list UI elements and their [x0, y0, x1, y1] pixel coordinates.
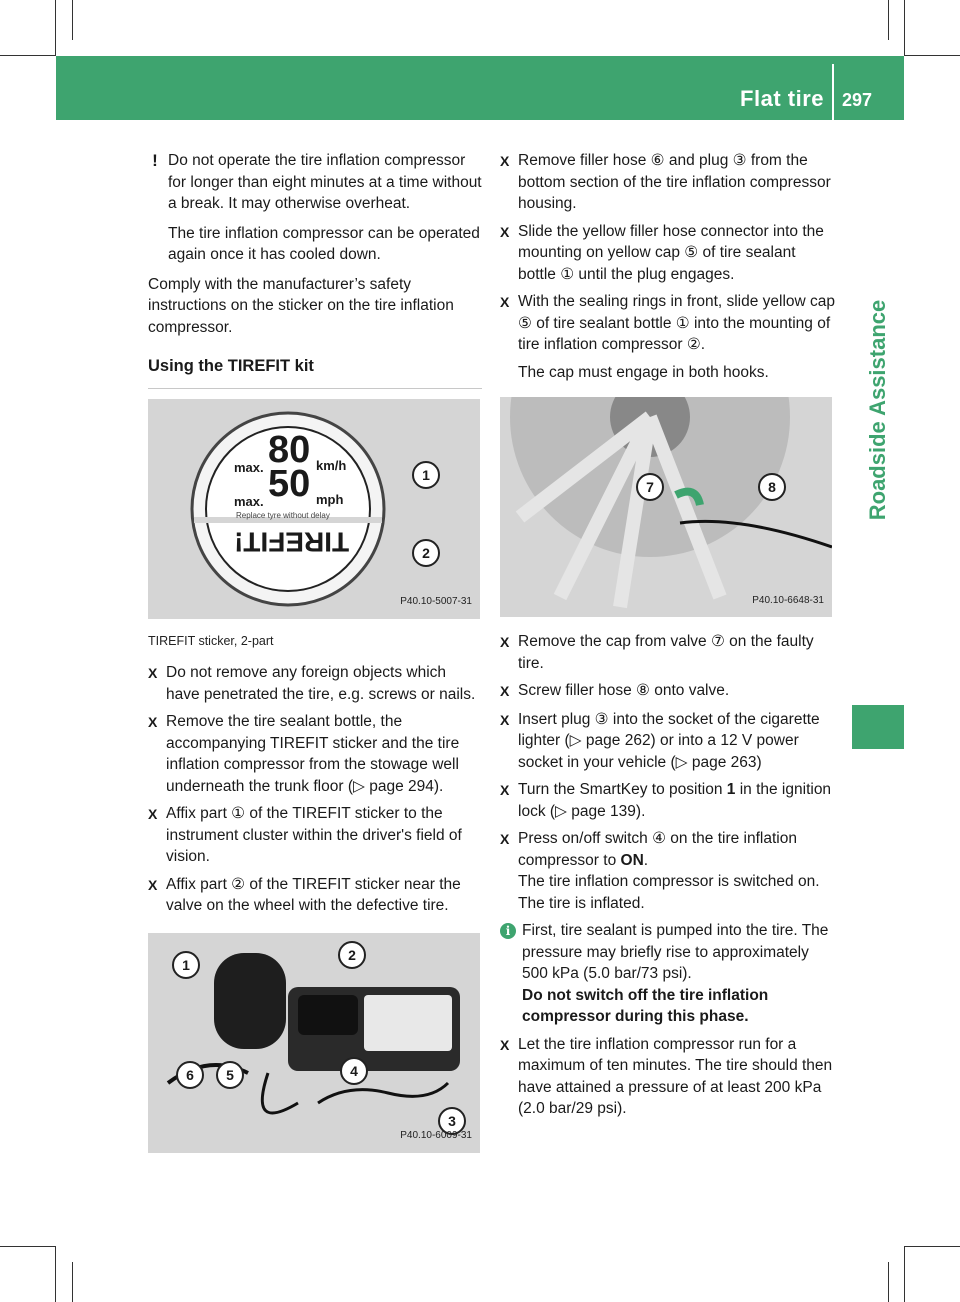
- step-marker-icon: X: [500, 223, 510, 240]
- crop-mark: [904, 0, 905, 56]
- step-text: [518, 779, 836, 822]
- step-item: [500, 1034, 836, 1120]
- sticker-unit-kmh: km/h: [316, 457, 347, 473]
- step-item: [148, 803, 482, 868]
- warning-note: [148, 150, 482, 274]
- crop-mark: [888, 0, 889, 40]
- step-text: Slide the yellow filler hose connector into the mounting on yellow cap ⑤ of tire sealant bottle ① until the plug engages.: [518, 222, 824, 283]
- step-text: Remove the tire sealant bottle, the accompanying TIREFIT sticker and the tire inflation compressor from the stowage well underneath the trunk floor (▷ page 294).: [166, 713, 460, 795]
- step-marker-icon: X: [500, 782, 510, 798]
- figure-tirefit-kit: [148, 933, 480, 1153]
- info-text: [522, 920, 836, 1028]
- figure-code: P40.10-6009-31: [400, 1130, 472, 1141]
- step-text: Do not remove any foreign objects which have penetrated the tire, e.g. screws or nails.: [166, 664, 476, 703]
- section-tab-label: Roadside Assistance: [865, 299, 890, 521]
- callout-8: 8: [758, 473, 786, 501]
- step-text: Let the tire inflation compressor run for a maximum of ten minutes. The tire should then have attained a pressure of at least 200 kPa (2.0 bar/29 psi).: [518, 1035, 833, 1117]
- figure-tirefit-sticker: [148, 399, 480, 619]
- step-text: With the sealing rings in front, slide yellow cap ⑤ of tire sealant bottle ① into the mounting of tire inflation compressor ②.: [518, 293, 836, 353]
- crop-mark: [888, 1262, 889, 1302]
- crop-mark: [904, 1246, 905, 1302]
- sticker-replace-text: Replace tyre without delay: [236, 510, 330, 520]
- sticker-max-2: max.: [234, 493, 264, 509]
- section-marker-block: [852, 705, 904, 749]
- callout-5: 5: [216, 1061, 244, 1089]
- figure-caption: TIREFIT sticker, 2-part: [148, 633, 274, 648]
- step-text-part: .: [643, 851, 649, 869]
- right-column: [500, 150, 836, 1126]
- warning-text-2: The tire inflation compressor can be operated again once it has cooled down.: [168, 224, 480, 263]
- step-item: [500, 828, 836, 914]
- step-item: [500, 709, 836, 774]
- crop-mark: [55, 0, 56, 56]
- step-marker-icon: X: [500, 634, 510, 650]
- valve-illustration: [500, 397, 832, 617]
- step-text: Insert plug ③ into the socket of the cigarette lighter (▷ page 262) or into a 12 V power socket in your vehicle (▷ page 263): [518, 710, 820, 771]
- step-marker-icon: X: [500, 711, 510, 728]
- step-item: [500, 680, 836, 703]
- warning-icon: !: [152, 151, 158, 170]
- page-title: Flat tire: [740, 86, 824, 111]
- crop-mark: [72, 1262, 73, 1302]
- callout-1: 1: [172, 951, 200, 979]
- page-number: 297: [842, 90, 873, 110]
- crop-mark: [55, 1246, 56, 1302]
- step-item: [500, 631, 836, 674]
- step-marker-icon: X: [500, 683, 510, 699]
- crop-mark: [0, 55, 56, 56]
- step-text: Screw filler hose ⑧ onto valve.: [518, 682, 730, 699]
- info-text-part: First, tire sealant is pumped into the tire. The pressure may briefly rise to approximately 500 kPa (5.0 bar/73 psi).: [522, 922, 829, 982]
- header-separator: [832, 64, 834, 120]
- figure-code: P40.10-5007-31: [400, 596, 472, 607]
- step-item: [148, 711, 482, 797]
- callout-2: 2: [338, 941, 366, 969]
- step-note: The cap must engage in both hooks.: [518, 363, 769, 381]
- crop-mark: [904, 1246, 960, 1247]
- step-marker-icon: X: [148, 714, 158, 730]
- step-text-bold: 1: [726, 781, 736, 798]
- step-text-part: in the ignition lock (▷ page 139).: [518, 781, 832, 820]
- crop-mark: [0, 1246, 56, 1247]
- body-paragraph: Comply with the manufacturer’s safety instructions on the sticker on the tire inflation compressor.: [148, 275, 454, 336]
- sticker-unit-mph: mph: [316, 491, 344, 507]
- step-item: [500, 779, 836, 822]
- step-text: Remove filler hose ⑥ and plug ③ from the bottom section of the tire inflation compressor housing.: [518, 152, 831, 212]
- step-marker-icon: X: [148, 806, 158, 822]
- step-item: [148, 874, 482, 917]
- step-item: [500, 221, 836, 286]
- info-text-bold: Do not switch off the tire inflation compressor during this phase.: [522, 986, 769, 1025]
- step-text: Affix part ① of the TIREFIT sticker to the instrument cluster within the driver's field of vision.: [166, 805, 462, 865]
- sticker-max-1: max.: [234, 459, 264, 475]
- step-text-part: Press on/off switch ④ on the tire inflation compressor to: [518, 830, 797, 869]
- callout-2: 2: [412, 539, 440, 567]
- step-marker-icon: X: [500, 153, 510, 169]
- info-icon: i: [500, 923, 516, 939]
- callout-7: 7: [636, 473, 664, 501]
- figure-code: P40.10-6648-31: [752, 594, 824, 606]
- section-heading: Using the TIREFIT kit: [148, 356, 482, 389]
- info-note: [500, 920, 836, 1028]
- step-marker-icon: X: [500, 294, 510, 310]
- step-text-bold: ON: [620, 851, 644, 869]
- step-text: Affix part ② of the TIREFIT sticker near the valve on the wheel with the defective tire.: [166, 875, 461, 914]
- callout-4: 4: [340, 1057, 368, 1085]
- crop-mark: [72, 0, 73, 40]
- sticker-brand: TIREFIT!: [234, 526, 350, 557]
- callout-3: 3: [438, 1107, 466, 1135]
- warning-text: Do not operate the tire inflation compressor for longer than eight minutes at a time without a break. It may otherwise overheat.: [168, 152, 482, 212]
- step-marker-icon: X: [148, 665, 158, 681]
- step-marker-icon: X: [500, 1036, 510, 1053]
- callout-6: 6: [176, 1061, 204, 1089]
- step-marker-icon: X: [500, 831, 510, 847]
- step-item: [148, 662, 482, 705]
- callout-1: 1: [412, 461, 440, 489]
- sticker-speed-kmh: 80: [268, 428, 311, 471]
- step-note: The tire inflation compressor is switched on. The tire is inflated.: [518, 873, 820, 912]
- figure-valve-connection: [500, 397, 832, 617]
- step-text-part: Turn the SmartKey to position: [518, 781, 727, 798]
- sticker-speed-mph: 50: [268, 462, 311, 505]
- step-marker-icon: X: [148, 876, 158, 893]
- step-text: [518, 828, 836, 914]
- step-text: Remove the cap from valve ⑦ on the faulty tire.: [518, 633, 814, 672]
- step-item: [500, 291, 836, 356]
- left-column: [148, 150, 482, 1153]
- crop-mark: [904, 55, 960, 56]
- step-item: [500, 150, 836, 215]
